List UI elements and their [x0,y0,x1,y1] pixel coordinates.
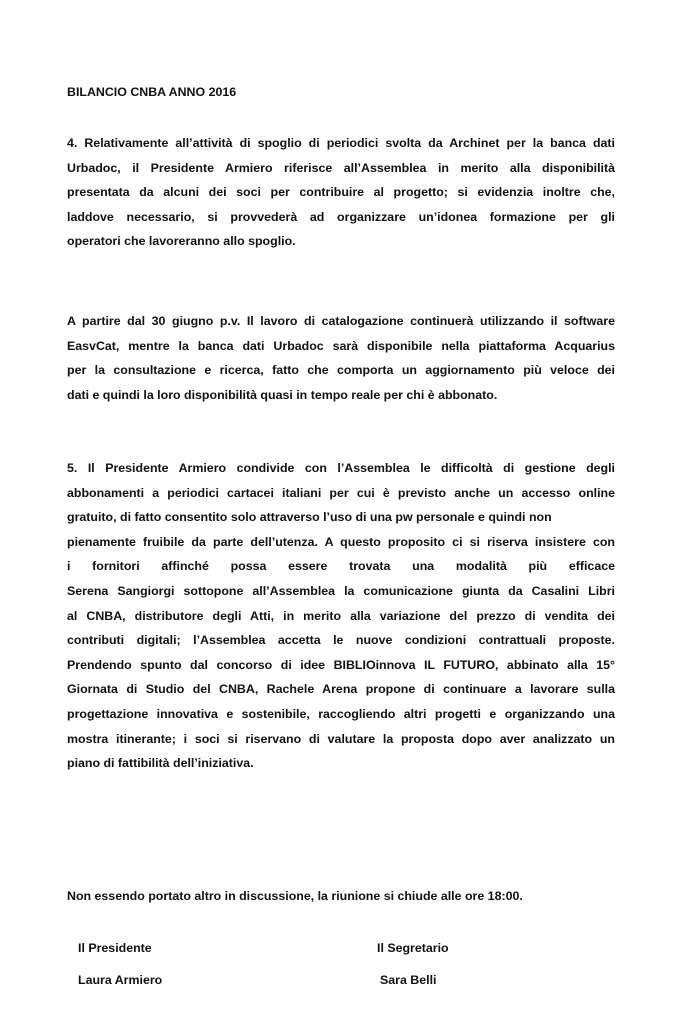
text-line: operatori che lavoreranno allo spoglio. [67,234,296,249]
text-line: Giornata di Studio del CNBA, Rachele Arena propone di continuare a lavorare sulla [67,682,615,697]
paragraph-1 [67,131,615,254]
text-line: 4. Relativamente all’attività di spoglio di periodici svolta da Archinet per la banca dati [67,136,615,150]
paragraph-2 [67,309,615,407]
text-line: Non essendo portato altro in discussione, la riunione si chiude alle ore 18:00. [67,889,523,903]
president-name: Laura Armiero [78,973,163,987]
text-line: 5. Il Presidente Armiero condivide con l’Assemblea le difficoltà di gestione degli [67,461,615,475]
text-line: per la consultazione e ricerca, fatto che comporta un aggiornamento più veloce dei [67,363,615,378]
secretary-name: Sara Belli [380,973,437,987]
text-line: contributi digitali; l’Assemblea accetta le nuove condizioni contrattuali proposte. [67,633,615,648]
text-line: i fornitori affinché possa essere trovata una modalità più efficace [67,559,615,574]
text-line: progettazione innovativa e sostenibile, raccogliendo altri progetti e organizzando una [67,706,615,721]
text-line: EasvCat, mentre la banca dati Urbadoc sarà disponibile nella piattaforma Acquarius [67,338,615,353]
text-line: gratuito, di fatto consentito solo attraverso l’uso di una pw personale e quindi non [67,510,552,525]
text-line: mostra itinerante; i soci si riservano di valutare la proposta dopo aver analizzato un [67,731,615,746]
text-line: dati e quindi la loro disponibilità quasi in tempo reale per chi è abbonato. [67,387,498,402]
secretary-role: Il Segretario [377,941,449,955]
paragraph-4 [67,884,615,909]
paragraph-3 [67,456,615,776]
text-line: laddove necessario, si provvederà ad organizzare un’idonea formazione per gli [67,209,615,224]
text-line: Urbadoc, il Presidente Armiero riferisce all’Assemblea in merito alla disponibilità [67,160,615,175]
text-line: A partire dal 30 giugno p.v. Il lavoro di catalogazione continuerà utilizzando il software [67,314,615,328]
text-line: presentata da alcuni dei soci per contribuire al progetto; si evidenzia inoltre che, [67,185,615,200]
text-line: abbonamenti a periodici cartacei italiani per cui è previsto anche un accesso online [67,485,615,500]
president-role: Il Presidente [78,941,152,955]
text-line: pienamente fruibile da parte dell’utenza. A questo proposito ci si riserva insistere con [67,534,615,549]
text-line: piano di fattibilità dell’iniziativa. [67,756,254,771]
document-title: BILANCIO CNBA ANNO 2016 [67,85,237,99]
text-line: al CNBA, distributore degli Atti, in merito alla variazione del prezzo di vendita dei [67,608,615,623]
text-line: Serena Sangiorgi sottopone all’Assemblea la comunicazione giunta da Casalini Libri [67,583,615,598]
text-line: Prendendo spunto dal concorso di idee BIBLIOinnova IL FUTURO, abbinato alla 15° [67,657,615,672]
